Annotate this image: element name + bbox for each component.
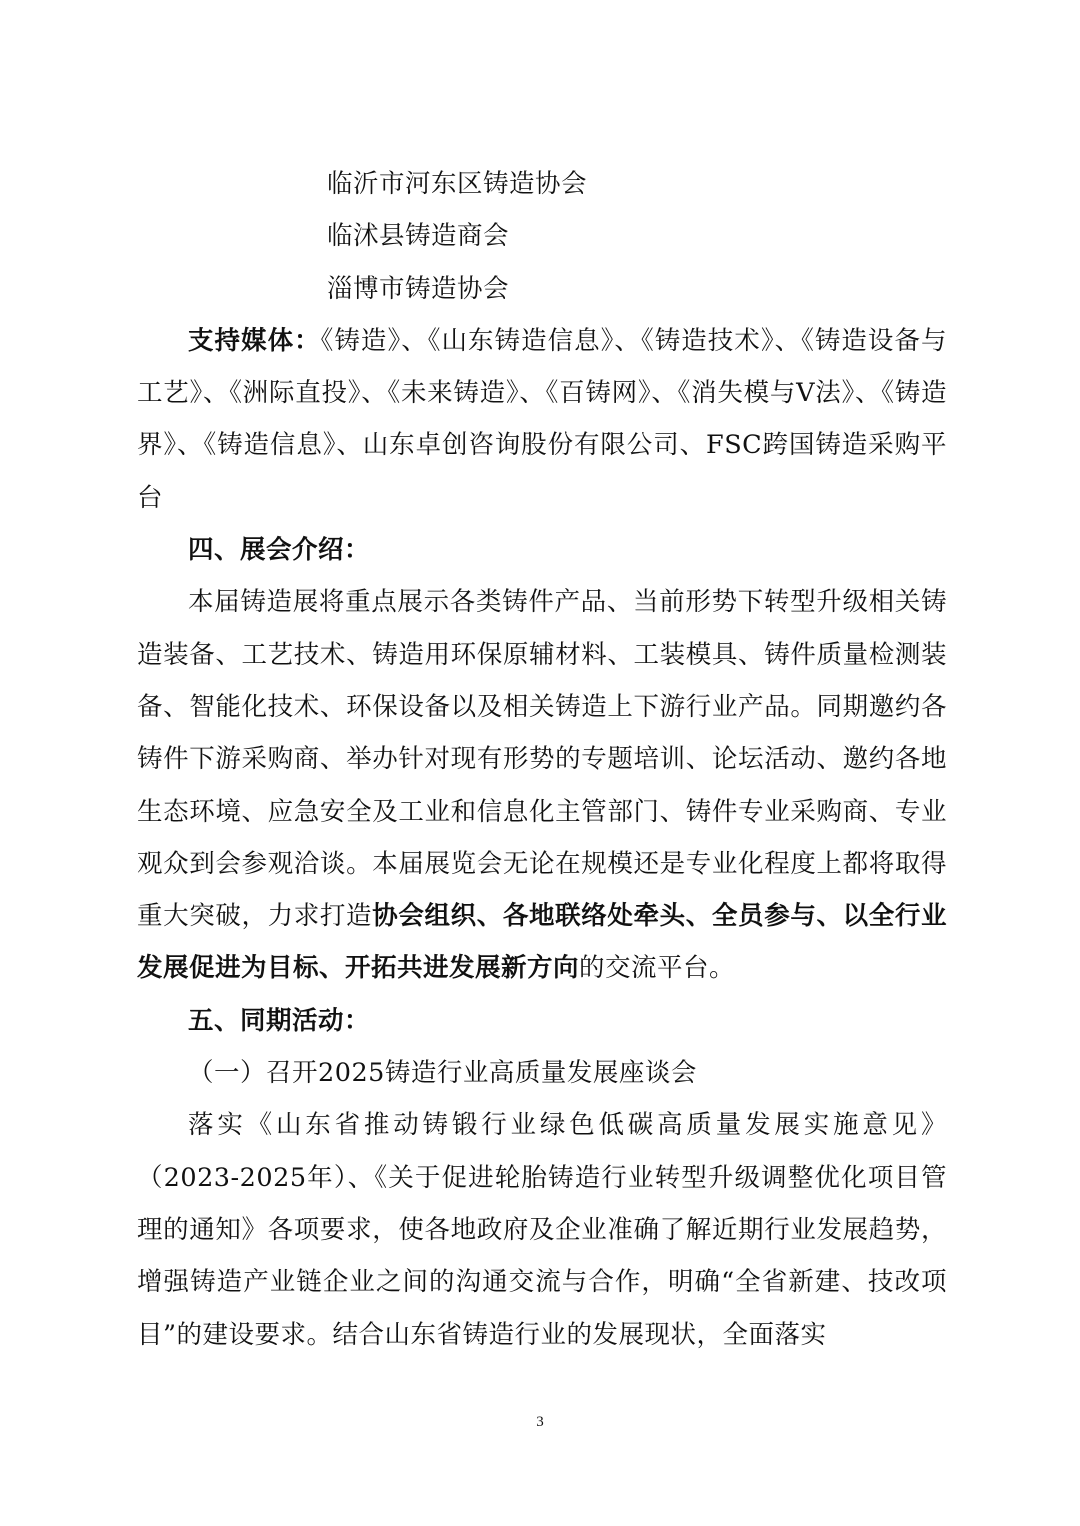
support-media-paragraph	[137, 315, 947, 524]
sub-heading-forum: （一）召开2025铸造行业高质量发展座谈会	[188, 1058, 697, 1089]
page-number: 3	[536, 1414, 544, 1430]
section-heading-exhibition: 四、展会介绍：	[188, 535, 371, 566]
exhibition-text-bold: 协会组织、各地联络处牵头、全员参与、以全行业发展促进为目标、开拓共进发展新方向	[137, 901, 947, 984]
organization-line: 淄博市铸造协会	[327, 273, 510, 304]
section-heading-activities: 五、同期活动：	[188, 1005, 371, 1036]
support-media-label: 支持媒体：	[188, 325, 321, 356]
exhibition-text-start: 本届铸造展将重点展示各类铸件产品、当前形势下转型升级相关铸造装备、工艺技术、铸造用环保原辅材料、工装模具、铸件质量检测装备、智能化技术、环保设备以及相关铸造上下游行业产品。同期邀约各铸件下游采购商、举办针对现有形势的专题培训、论坛活动、邀约各地生态环境、应急安全及工业和信息化主管部门、铸件专业采购商、专业观众到会参观洽谈。本届展览会无论在规模还是专业化程度上都将取得重大突破，力求打造	[137, 587, 947, 932]
organization-line: 临沂市河东区铸造协会	[327, 169, 588, 199]
document-body	[137, 158, 947, 1361]
organization-line: 临沭县铸造商会	[327, 221, 510, 252]
exhibition-text-end: 的交流平台。	[579, 953, 736, 984]
forum-paragraph: 落实《山东省推动铸锻行业绿色低碳高质量发展实施意见》（2023-2025年）、《关于促进轮胎铸造行业转型升级调整优化项目管理的通知》各项要求，使各地政府及企业准确了解近期行业发展趋势，增强铸造产业链企业之间的沟通交流与合作，明确“全省新建、技改项目”的建设要求。结合山东省铸造行业的发展现状，全面落实	[137, 1110, 947, 1350]
exhibition-paragraph	[137, 576, 947, 994]
support-media-text: 《铸造》、《山东铸造信息》、《铸造技术》、《铸造设备与工艺》、《洲际直投》、《未来铸造》、《百铸网》、《消失模与Ⅴ法》、《铸造界》、《铸造信息》、山东卓创咨询股份有限公司、FSC跨国铸造采购平台	[137, 325, 947, 513]
